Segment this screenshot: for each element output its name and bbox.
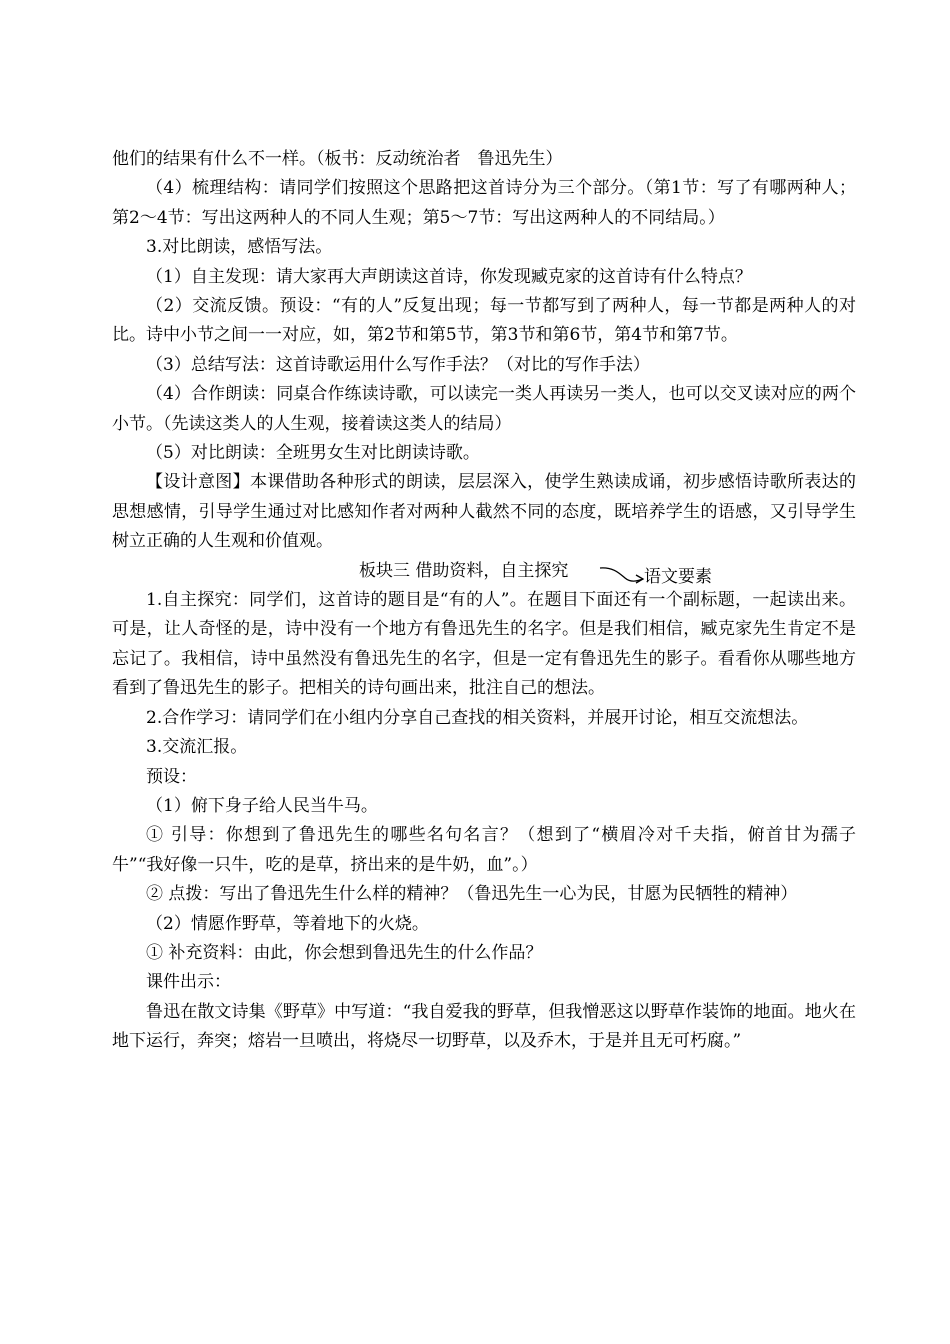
paragraph-step-3: 3.对比朗读，感悟写法。 [146,237,333,258]
document-page [112,145,856,1057]
paragraph-supplement: ① 补充资料：由此，你会想到鲁迅先生的什么作品？ [146,942,543,963]
section-heading-row [112,557,856,586]
paragraph-quote: 鲁迅在散文诗集《野草》中写道：“我自爱我的野草，但我憎恶这以野草作装饰的地面。地火在地下运行，奔突；熔岩一旦喷出，将烧尽一切野草，以及乔木，于是并且无可朽腐。” [112,1001,856,1052]
paragraph-cooperative-reading: （4）合作朗读：同桌合作练读诗歌，可以读完一类人再读另一类人，也可以交叉读对应的两个小节。（先读这类人的人生观，接着读这类人的结局） [112,384,856,434]
curved-arrow-icon [599,565,645,587]
paragraph-hint: ② 点拨：写出了鲁迅先生什么样的精神？（鲁迅先生一心为民，甘愿为民牺牲的精神） [146,884,798,905]
section-heading: 板块三 借助资料，自主探究 [359,560,569,581]
paragraph-courseware: 课件出示： [146,972,231,993]
paragraph-self-exploration: 1.自主探究：同学们，这首诗的题目是“有的人”。在题目下面还有一个副标题，一起读出来。可是，让人奇怪的是，诗中没有一个地方有鲁迅先生的名字。但是我们相信，臧克家先生肯定不是忘记了。我相信，诗中虽然没有鲁迅先生的名字，但是一定有鲁迅先生的影子。看看你从哪些地方看到了鲁迅先生的影子。把相关的诗句画出来，批注自己的想法。 [112,590,856,699]
annotation-label: 语文要素 [644,566,712,587]
paragraph-cooperative-learning: 2.合作学习：请同学们在小组内分享自己查找的相关资料，并展开讨论，相互交流想法。 [146,707,809,728]
paragraph-contrast-reading: （5）对比朗读：全班男女生对比朗读诗歌。 [146,443,480,464]
paragraph-point-2: （2）情愿作野草，等着地下的火烧。 [146,913,429,934]
paragraph-feedback: （2）交流反馈。预设：“有的人”反复出现；每一节都写到了两种人，每一节都是两种人的对比。诗中小节之间一一对应，如，第2节和第5节，第3节和第6节，第4节和第7节。 [112,296,856,346]
paragraph-point-1: （1）俯下身子给人民当牛马。 [146,795,378,816]
paragraph-preset: 预设： [146,766,197,787]
paragraph-intro-line: 他们的结果有什么不一样。（板书：反动统治者 鲁迅先生） [112,149,563,169]
paragraph-structure: （4）梳理结构：请同学们按照这个思路把这首诗分为三个部分。（第1节：写了有哪两种人；第2～4节：写出这两种人的不同人生观；第5～7节：写出这两种人的不同结局。） [112,178,856,228]
paragraph-design-intent: 【设计意图】本课借助各种形式的朗读，层层深入，使学生熟读成诵，初步感悟诗歌所表达的思想感情，引导学生通过对比感知作者对两种人截然不同的态度，既培养学生的语感，又引导学生树立正确的人生观和价值观。 [112,472,856,552]
paragraph-report: 3.交流汇报。 [146,737,248,758]
paragraph-self-discovery: （1）自主发现：请大家再大声朗读这首诗，你发现臧克家的这首诗有什么特点？ [146,266,752,287]
paragraph-summary: （3）总结写法：这首诗歌运用什么写作手法？（对比的写作手法） [146,354,650,375]
paragraph-guide: ① 引导：你想到了鲁迅先生的哪些名句名言？（想到了“横眉冷对千夫指，俯首甘为孺子牛”“我好像一只牛，吃的是草，挤出来的是牛奶，血”。） [112,825,856,875]
